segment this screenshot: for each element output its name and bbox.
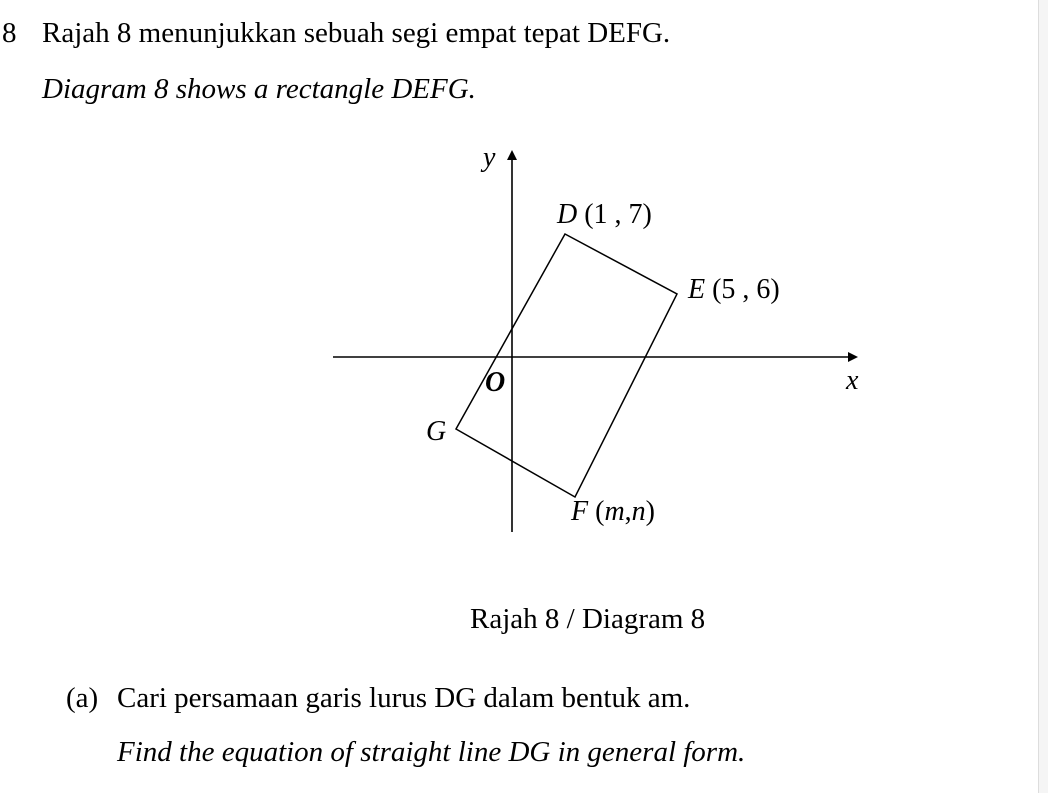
question-number: 8	[2, 17, 17, 49]
origin-label: O	[485, 367, 506, 398]
diagram-caption	[470, 602, 705, 636]
question-stem-english-text: Diagram 8 shows a rectangle DEFG.	[42, 73, 476, 105]
part-a-english-text: Find the equation of straight line DG in general form.	[117, 736, 746, 768]
part-a-malay	[117, 681, 690, 715]
point-g-label: G	[426, 416, 447, 447]
point-f-coord-m: m	[604, 496, 625, 527]
question-stem-malay-text: Rajah 8 menunjukkan sebuah segi empat tepat DEFG.	[42, 17, 671, 49]
point-f-label: F (m,n)	[571, 496, 655, 527]
rectangle-defg	[456, 234, 677, 497]
point-e-coords: (5 , 6)	[712, 274, 780, 305]
point-f-name: F	[571, 496, 589, 527]
part-a-label: (a)	[66, 682, 99, 714]
point-e-name: E	[688, 274, 706, 305]
x-axis-label: x	[846, 365, 859, 396]
y-axis-label: y	[483, 142, 496, 173]
point-d-name: D	[557, 199, 578, 230]
point-e-label	[687, 274, 780, 305]
point-d-coords: (1 , 7)	[584, 199, 652, 230]
diagram-caption-text: Rajah 8 / Diagram 8	[470, 603, 706, 635]
point-d-label	[556, 199, 652, 230]
point-f-coord-n: n	[631, 496, 646, 527]
part-a-malay-text: Cari persamaan garis lurus DG dalam bentuk am.	[117, 682, 691, 714]
part-a-english	[117, 735, 745, 769]
